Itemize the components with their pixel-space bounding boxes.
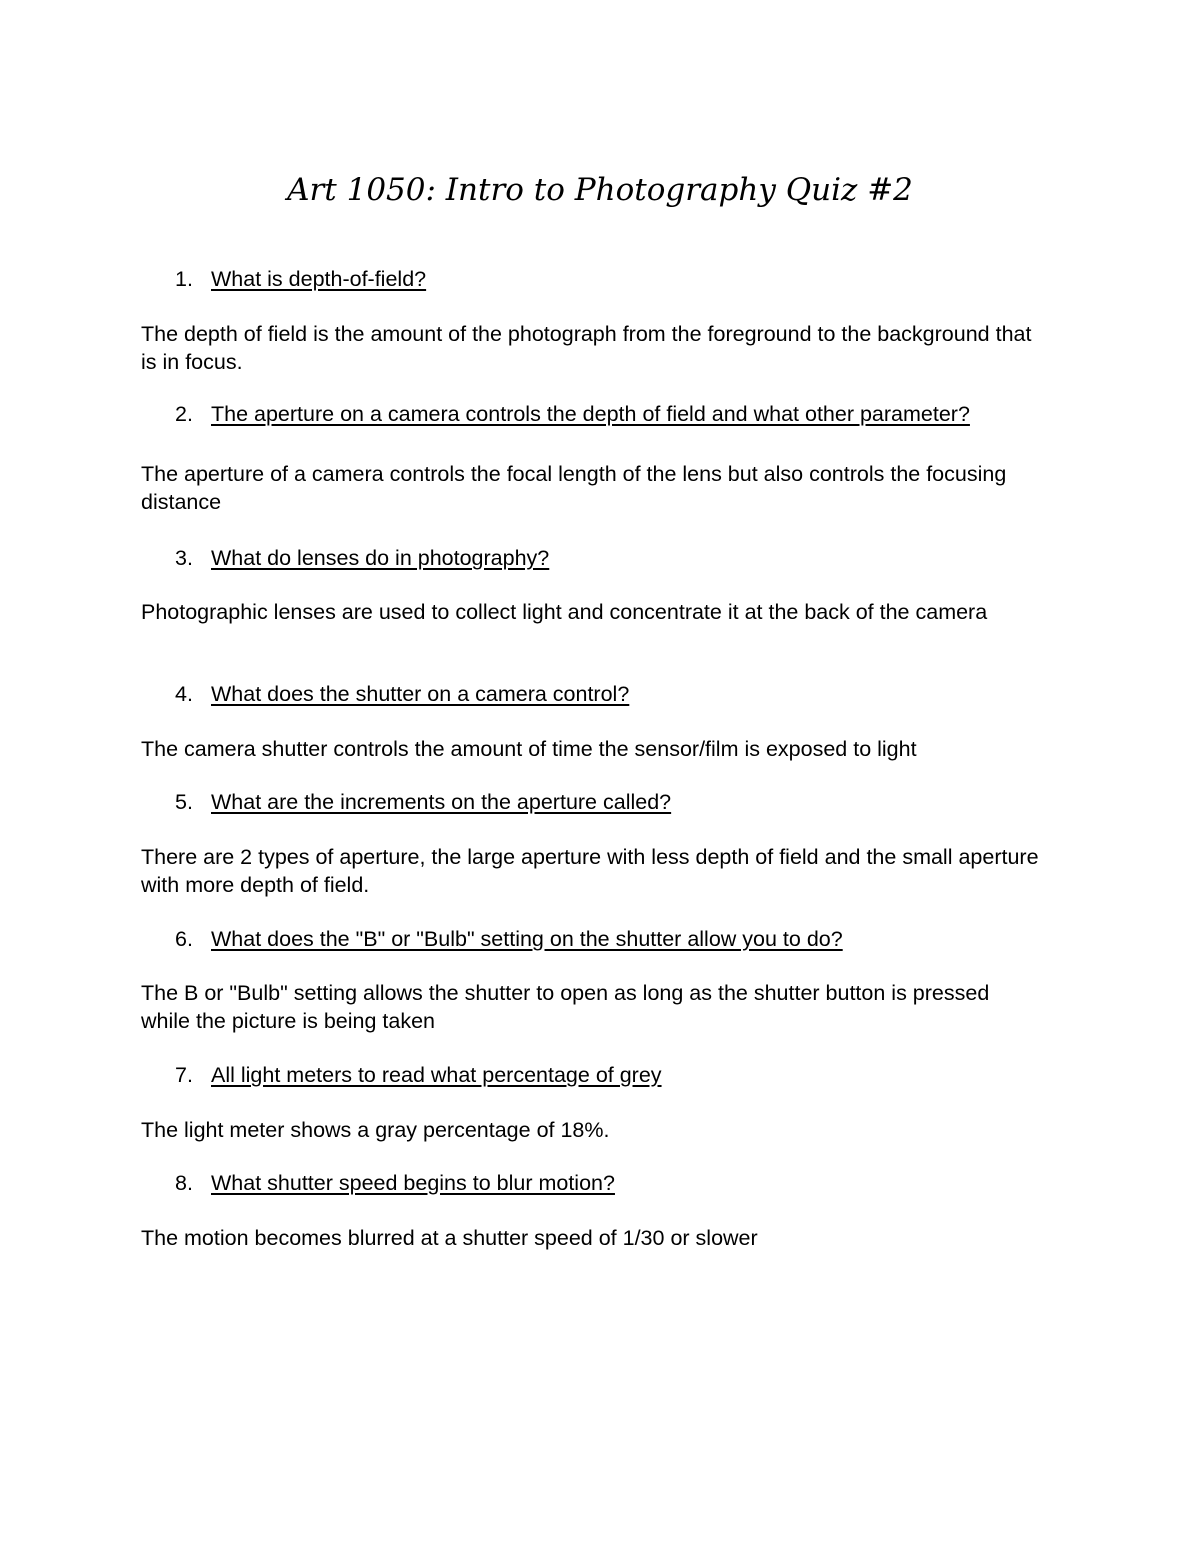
question-4 xyxy=(175,680,629,708)
question-7 xyxy=(175,1061,662,1089)
question-8 xyxy=(175,1169,615,1197)
question-number: 1. xyxy=(175,267,193,291)
answer-4: The camera shutter controls the amount of time the sensor/film is exposed to light xyxy=(141,737,917,761)
answer-5: There are 2 types of aperture, the large aperture with less depth of field and the small aperture with more depth of field. xyxy=(141,845,1039,897)
question-2 xyxy=(175,400,970,428)
question-text: What are the increments on the aperture called? xyxy=(211,790,672,814)
question-text: What does the shutter on a camera control? xyxy=(211,682,630,706)
question-text: The aperture on a camera controls the depth of field and what other parameter? xyxy=(211,402,970,426)
question-number: 2. xyxy=(175,402,193,426)
question-6 xyxy=(175,925,843,953)
answer-3: Photographic lenses are used to collect light and concentrate it at the back of the camera xyxy=(141,600,988,624)
question-text: All light meters to read what percentage of grey xyxy=(211,1063,662,1087)
answer-7: The light meter shows a gray percentage of 18%. xyxy=(141,1118,610,1142)
question-text: What is depth-of-field? xyxy=(211,267,427,291)
question-number: 3. xyxy=(175,546,193,570)
question-number: 6. xyxy=(175,927,193,951)
answer-6: The B or "Bulb" setting allows the shutter to open as long as the shutter button is pressed while the picture is being taken xyxy=(141,981,990,1033)
question-number: 7. xyxy=(175,1063,193,1087)
question-text: What does the "B" or "Bulb" setting on the shutter allow you to do? xyxy=(211,927,843,951)
question-number: 8. xyxy=(175,1171,193,1195)
question-number: 4. xyxy=(175,682,193,706)
question-text: What do lenses do in photography? xyxy=(211,546,550,570)
question-3 xyxy=(175,544,549,572)
answer-1: The depth of field is the amount of the photograph from the foreground to the background that is in focus. xyxy=(141,322,1032,374)
question-number: 5. xyxy=(175,790,193,814)
question-5 xyxy=(175,788,671,816)
answer-2: The aperture of a camera controls the focal length of the lens but also controls the focusing distance xyxy=(141,462,1007,514)
question-1 xyxy=(175,265,426,293)
document-title: Art 1050: Intro to Photography Quiz #2 xyxy=(287,172,913,208)
answer-8: The motion becomes blurred at a shutter speed of 1/30 or slower xyxy=(141,1226,758,1250)
question-text: What shutter speed begins to blur motion? xyxy=(211,1171,615,1195)
